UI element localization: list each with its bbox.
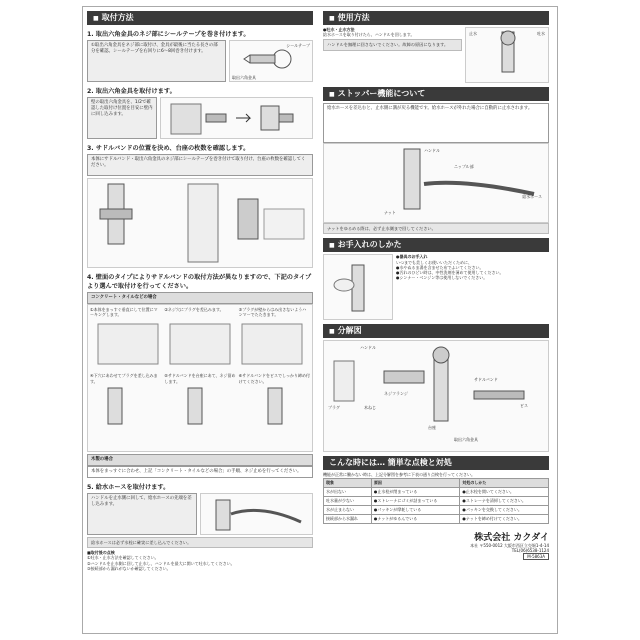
step1-label: シールテープ <box>286 43 310 48</box>
stopper-label-nipple: ニップル部 <box>454 164 474 169</box>
cell: 水が出ない <box>324 487 372 496</box>
table-row <box>324 514 549 523</box>
step3-text: 本体にサドルバンド・取出六角金具のネジ部にシールテープを巻き付けて取り付け、台座の枚数を確認してください。 <box>87 154 313 176</box>
stopper-label-handle: ハンドル <box>424 148 440 153</box>
cell: ●ナットを締め付けてください。 <box>460 514 549 523</box>
usage-figure <box>465 27 549 83</box>
stopper-text: 給水ホースを差込むと、止水側に溝が戻る機能です。給水ホースが外れた場合に自動的に止水されます。 <box>323 103 549 143</box>
step4-subheader: コンクリート・タイルなどの場合 <box>87 292 313 304</box>
stopper-label-hose: 給水ホース <box>522 194 542 199</box>
trouble-intro: 機能が正常に働かない時は、上記分解図を参考に下表の通り点検を行ってください。 <box>323 472 475 478</box>
step4-step-2: ②ネジ穴にプラグを差込みます。 <box>164 306 224 312</box>
part-wood-screw: 木ねじ <box>364 405 376 411</box>
step1-title: 1. 取出六角金具のネジ部にシールテープを巻き付けます。 <box>87 31 250 38</box>
cell: 吐水量が少ない <box>324 496 372 505</box>
parts-figure <box>323 340 549 452</box>
company-tel: TEL(06)6538-1124 <box>511 547 549 553</box>
check-item-1: ①吐水・止水方法を確認してください。 <box>87 555 159 561</box>
part-handle: ハンドル <box>360 345 376 351</box>
care-text: いつまでも美しくお使いいただくために、 <box>396 259 472 265</box>
table-row <box>324 496 549 505</box>
care-header: ■ お手入れのしかた <box>323 238 549 252</box>
step3-figure <box>87 178 313 268</box>
care-sub: ●器具のお手入れ <box>396 254 428 260</box>
stopper-header: ■ ストッパー機能について <box>323 87 549 101</box>
step1-label2: 取出六角金具 <box>232 74 256 80</box>
care-item-1: ●水やぬるま湯を含ませた布でふいてください。 <box>396 264 484 270</box>
step4-step-3: ③プラグが壁からはみ出さないようハンマーでたたきます。 <box>238 306 307 318</box>
right-column <box>323 11 549 560</box>
step1-text: ①取出六角金具をネジ部に取付け、金具が最後に当たる長さの部分を確認。シールテープを右回りに6〜8回巻き付けます。 <box>87 40 226 82</box>
stopper-note: ナットをゆるめる際は、必ず止水側まで回してください。 <box>323 223 549 234</box>
step3-title: 3. サドルバンドの位置を決め、台座の枚数を確認します。 <box>87 145 250 152</box>
parts-header: ■ 分解図 <box>323 324 549 338</box>
step4-step-6: ⑥サドルバンドをビスでしっかり締め付けてください。 <box>238 373 310 384</box>
col-symptom: 現象 <box>324 478 372 487</box>
col-remedy: 対処のしかた <box>460 478 549 487</box>
table-row <box>324 505 549 514</box>
check-item-2: ②ハンドルを止水側に回して止水し、ハンドルを最大に開いて吐水してください。 <box>87 560 235 566</box>
step4-step-5: ⑤サドルバンドを台座にあて、ネジ留めします。 <box>164 373 236 384</box>
part-screw: ビス <box>520 403 528 409</box>
step2-figure <box>160 97 313 139</box>
stop-label: 止水 <box>469 31 477 36</box>
cell: ●ストレーナにゴミが詰まっている <box>371 496 460 505</box>
usage-text: 給水ホースを取り付けたら、ハンドルを回します。 <box>323 32 415 38</box>
step2-title: 2. 取出六角金具を取付けます。 <box>87 88 176 95</box>
cell: 接続部から水漏れ <box>324 514 372 523</box>
cell: ●パッキンを交換してください。 <box>460 505 549 514</box>
wood-header: 木製の場合 <box>87 454 313 466</box>
usage-header: ■ 使用方法 <box>323 11 549 25</box>
care-item-3: ●シンナー・ベンジン等は使用しないでください。 <box>396 275 488 281</box>
step4-step-4: ④下穴にあわせてプラグを差し込みます。 <box>90 373 158 384</box>
part-hex-fitting: 取出六角金具 <box>454 437 478 443</box>
step5-figure <box>200 493 313 535</box>
stopper-figure <box>323 143 549 223</box>
part-base: 台座 <box>428 425 436 431</box>
cell: ●ナットがゆるんでいる <box>371 514 460 523</box>
cell: ●ストレーナを清掃してください。 <box>460 496 549 505</box>
part-plug: プラグ <box>328 405 340 411</box>
cell: ●パッキンが摩耗している <box>371 505 460 514</box>
install-header: ■ 取付方法 <box>87 11 313 25</box>
table-row <box>324 487 549 496</box>
col-cause: 原因 <box>371 478 460 487</box>
step4-step-1: ①本体をまっすぐ垂直にして位置にマーキングします。 <box>90 306 158 318</box>
care-item-2: ●汚れのひどい時は、中性洗剤を薄めて使用してください。 <box>396 270 504 276</box>
instruction-sheet <box>82 6 558 634</box>
cell: ●止水栓が閉まっている <box>371 487 460 496</box>
step4-title: 4. 壁面のタイプによりサドルバンドの取付方法が異なりますので、下記のタイプより選んで取付けを行ってください。 <box>87 274 312 290</box>
part-saddle: サドルバンド <box>474 377 498 383</box>
step5-text: ハンドルを止水側に回して、給水ホースの先端を差し込みます。 <box>87 493 197 535</box>
step2-text: 壁の取出六角金具を、1/2で確認した取付け位置を目安に壁内に回し込みます。 <box>87 97 157 139</box>
caution-note: 給水ホースは必ず水栓に確実に差し込んでください。 <box>87 537 313 548</box>
wood-text: 本体をまっすぐに合わせ、上記「コンクリート・タイルなどの場合」の手順、ネジ止めを行ってください。 <box>87 466 313 478</box>
usage-sub: ●吐水・止水方法 <box>323 27 355 32</box>
step1-figure <box>229 40 313 82</box>
discharge-label: 吐水 <box>537 31 545 36</box>
company-address: 本社 〒550-0012 大阪市西区立売堀1-4-14 <box>470 542 549 548</box>
company-logo: 株式会社 カクダイ <box>474 532 549 543</box>
trouble-table <box>323 478 549 524</box>
usage-note: ハンドルを無理に回さないでください。故障の原因になります。 <box>323 39 462 50</box>
check-title: ■取付後の点検 <box>87 550 115 556</box>
cell: ●止水栓を開いてください。 <box>460 487 549 496</box>
step4-figure <box>87 304 313 452</box>
care-figure <box>323 254 393 320</box>
cell: 水が止まらない <box>324 505 372 514</box>
part-flange: ネジフランジ <box>384 391 408 397</box>
left-column <box>87 11 313 571</box>
step5-title: 5. 給水ホースを取付けます。 <box>87 483 170 491</box>
doc-code: M-5863A <box>523 553 549 560</box>
stopper-label-nut: ナット <box>384 210 396 215</box>
trouble-header: こんな時には… 簡単な点検と対処 <box>323 456 549 470</box>
check-item-3: ③接続部から漏れがないか確認してください。 <box>87 565 171 571</box>
